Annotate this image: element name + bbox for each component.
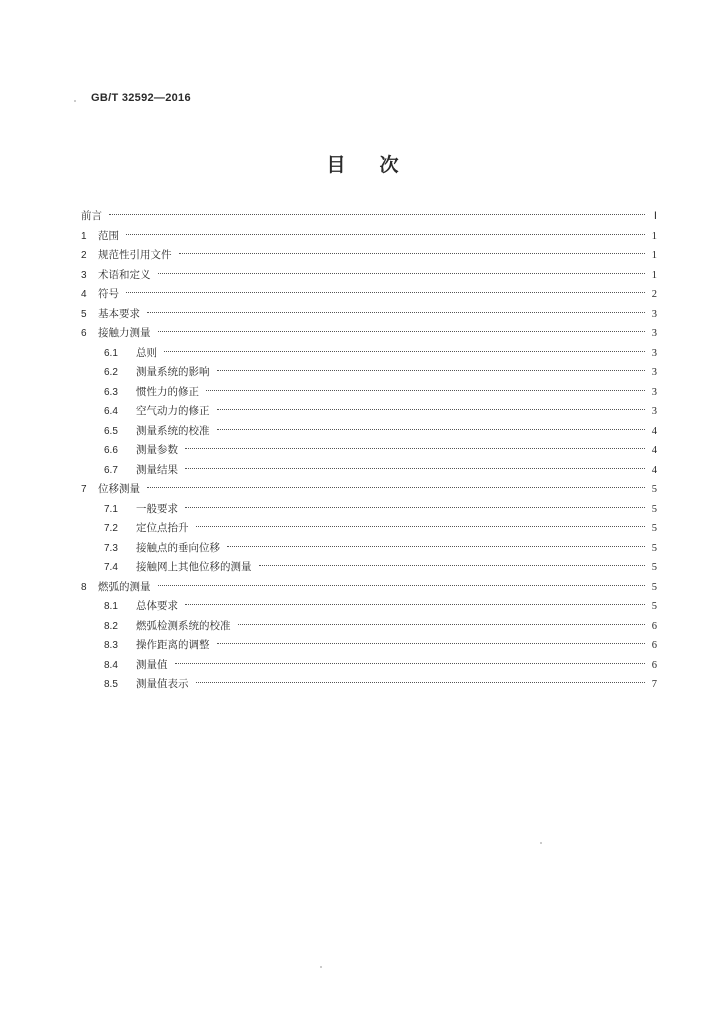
toc-entry[interactable] bbox=[81, 363, 657, 383]
scan-speck bbox=[320, 966, 322, 968]
toc-dot-leader bbox=[196, 682, 646, 683]
toc-entry-number: 7.4 bbox=[104, 562, 118, 573]
toc-entry-number: 7.1 bbox=[104, 503, 118, 515]
toc-dot-leader bbox=[126, 292, 645, 293]
toc-entry-page-number: 1 bbox=[651, 250, 657, 261]
toc-dot-leader bbox=[259, 565, 646, 566]
toc-entry-label: 接触网上其他位移的测量 bbox=[136, 561, 252, 573]
toc-entry-page-number: 1 bbox=[651, 269, 657, 281]
toc-entry-page-number: 5 bbox=[651, 503, 657, 515]
toc-dot-leader bbox=[206, 390, 645, 391]
toc-dot-leader bbox=[217, 409, 646, 410]
toc-entry-number: 1 bbox=[81, 230, 87, 242]
toc-dot-leader bbox=[179, 253, 646, 254]
toc-entry[interactable] bbox=[81, 305, 657, 325]
toc-entry-label: 规范性引用文件 bbox=[98, 249, 172, 261]
toc-entry-label: 符号 bbox=[98, 288, 119, 300]
toc-entry-page-number: 3 bbox=[651, 328, 657, 339]
toc-dot-leader bbox=[147, 312, 645, 313]
toc-dot-leader bbox=[158, 273, 646, 274]
toc-entry[interactable] bbox=[81, 539, 657, 559]
toc-entry[interactable] bbox=[81, 597, 657, 617]
toc-entry-label: 位移测量 bbox=[98, 483, 140, 495]
toc-entry-label: 术语和定义 bbox=[98, 268, 151, 281]
toc-entry-page-number: 5 bbox=[651, 601, 657, 612]
page-title: 目次 bbox=[326, 154, 433, 176]
toc-entry-page-number: 4 bbox=[651, 445, 657, 456]
toc-entry-number: 6.1 bbox=[104, 347, 118, 359]
toc-dot-leader bbox=[185, 604, 645, 605]
toc-entry-page-number: 6 bbox=[651, 620, 657, 632]
toc-entry-label: 一般要求 bbox=[136, 502, 178, 515]
toc-entry-number: 6.2 bbox=[104, 367, 118, 378]
toc-entry[interactable] bbox=[81, 480, 657, 500]
toc-entry-label: 测量系统的影响 bbox=[136, 366, 210, 378]
toc-entry[interactable] bbox=[81, 441, 657, 461]
toc-entry-number: 8.1 bbox=[104, 601, 118, 612]
toc-entry-number: 6 bbox=[81, 328, 87, 339]
toc-entry-label: 总则 bbox=[136, 346, 157, 359]
toc-entry-number: 6.3 bbox=[104, 386, 118, 398]
toc-entry-page-number: 6 bbox=[651, 659, 657, 671]
toc-dot-leader bbox=[196, 526, 646, 527]
toc-entry[interactable] bbox=[81, 344, 657, 364]
toc-entry[interactable] bbox=[81, 656, 657, 676]
toc-entry-label: 燃弧的测量 bbox=[98, 580, 151, 593]
toc-entry-label: 操作距离的调整 bbox=[136, 639, 210, 651]
toc-entry-number: 8.2 bbox=[104, 620, 118, 632]
toc-dot-leader bbox=[217, 429, 646, 430]
toc-entry[interactable] bbox=[81, 227, 657, 247]
toc-dot-leader bbox=[238, 624, 646, 625]
toc-entry-label: 惯性力的修正 bbox=[136, 385, 199, 398]
toc-entry-page-number: 5 bbox=[651, 484, 657, 495]
toc-entry[interactable] bbox=[81, 558, 657, 578]
toc-dot-leader bbox=[185, 507, 645, 508]
toc-entry-label: 测量系统的校准 bbox=[136, 424, 210, 437]
toc-entry-page-number: 5 bbox=[651, 581, 657, 593]
toc-dot-leader bbox=[185, 448, 645, 449]
toc-entry[interactable] bbox=[81, 636, 657, 656]
toc-entry[interactable] bbox=[81, 402, 657, 422]
toc-entry-label: 测量值 bbox=[136, 658, 168, 671]
toc-entry-page-number: 7 bbox=[651, 679, 657, 690]
toc-dot-leader bbox=[126, 234, 645, 235]
toc-entry-page-number: 4 bbox=[651, 464, 657, 476]
toc-dot-leader bbox=[217, 370, 646, 371]
toc-dot-leader bbox=[158, 331, 646, 332]
toc-entry[interactable] bbox=[81, 285, 657, 305]
toc-entry[interactable] bbox=[81, 500, 657, 520]
toc-entry[interactable] bbox=[81, 617, 657, 637]
toc-entry[interactable] bbox=[81, 207, 657, 227]
toc-entry-number: 6.4 bbox=[104, 406, 118, 417]
toc-entry[interactable] bbox=[81, 519, 657, 539]
toc-entry[interactable] bbox=[81, 324, 657, 344]
scan-speck bbox=[74, 100, 76, 102]
toc-entry-page-number: 3 bbox=[651, 367, 657, 378]
toc-dot-leader bbox=[175, 663, 646, 664]
toc-entry[interactable] bbox=[81, 461, 657, 481]
toc-entry-label: 空气动力的修正 bbox=[136, 405, 210, 417]
toc-entry-label: 测量参数 bbox=[136, 444, 178, 456]
toc-entry-number: 7.3 bbox=[104, 542, 118, 554]
toc-entry-page-number: 6 bbox=[651, 640, 657, 651]
toc-entry[interactable] bbox=[81, 246, 657, 266]
toc-entry-page-number: 3 bbox=[651, 347, 657, 359]
toc-entry[interactable] bbox=[81, 422, 657, 442]
toc-entry-number: 7 bbox=[81, 484, 87, 495]
toc-entry-number: 8 bbox=[81, 581, 87, 593]
standard-number: GB/T 32592—2016 bbox=[91, 92, 191, 104]
toc-entry-label: 前言 bbox=[81, 210, 102, 222]
toc-entry-number: 6.7 bbox=[104, 464, 118, 476]
toc-dot-leader bbox=[217, 643, 646, 644]
toc-entry-number: 6.5 bbox=[104, 425, 118, 437]
scan-speck bbox=[540, 842, 542, 844]
toc-entry-label: 基本要求 bbox=[98, 307, 140, 320]
toc-entry[interactable] bbox=[81, 383, 657, 403]
toc-dot-leader bbox=[185, 468, 645, 469]
toc-entry-number: 2 bbox=[81, 250, 87, 261]
toc-entry-page-number: 1 bbox=[651, 230, 657, 242]
toc-entry[interactable] bbox=[81, 675, 657, 695]
toc-entry-number: 3 bbox=[81, 269, 87, 281]
toc-dot-leader bbox=[158, 585, 646, 586]
toc-entry-number: 7.2 bbox=[104, 523, 118, 534]
toc-entry-label: 测量结果 bbox=[136, 463, 178, 476]
toc-entry-number: 4 bbox=[81, 289, 87, 300]
toc-entry-number: 6.6 bbox=[104, 445, 118, 456]
toc-dot-leader bbox=[147, 487, 645, 488]
toc-entry-label: 定位点抬升 bbox=[136, 522, 189, 534]
toc-entry-page-number: 5 bbox=[651, 523, 657, 534]
table-of-contents bbox=[81, 207, 657, 695]
toc-entry-label: 接触力测量 bbox=[98, 327, 151, 339]
toc-entry[interactable] bbox=[81, 266, 657, 286]
toc-entry-label: 燃弧检测系统的校准 bbox=[136, 619, 231, 632]
toc-entry-label: 总体要求 bbox=[136, 600, 178, 612]
toc-entry-page-number: 2 bbox=[651, 289, 657, 300]
toc-entry-label: 测量值表示 bbox=[136, 678, 189, 690]
toc-entry-page-number: 4 bbox=[651, 425, 657, 437]
toc-dot-leader bbox=[227, 546, 645, 547]
toc-entry-number: 8.4 bbox=[104, 659, 118, 671]
toc-dot-leader bbox=[109, 214, 645, 215]
toc-entry-label: 范围 bbox=[98, 229, 119, 242]
toc-entry-page-number: 3 bbox=[651, 308, 657, 320]
toc-entry-number: 8.3 bbox=[104, 640, 118, 651]
toc-entry-page-number: 3 bbox=[651, 406, 657, 417]
toc-entry[interactable] bbox=[81, 578, 657, 598]
toc-entry-number: 5 bbox=[81, 308, 87, 320]
toc-entry-page-number: 3 bbox=[651, 386, 657, 398]
toc-entry-page-number: Ⅰ bbox=[653, 211, 657, 222]
toc-entry-page-number: 5 bbox=[651, 562, 657, 573]
toc-entry-label: 接触点的垂向位移 bbox=[136, 541, 220, 554]
toc-entry-number: 8.5 bbox=[104, 679, 118, 690]
toc-entry-page-number: 5 bbox=[651, 542, 657, 554]
toc-dot-leader bbox=[164, 351, 645, 352]
